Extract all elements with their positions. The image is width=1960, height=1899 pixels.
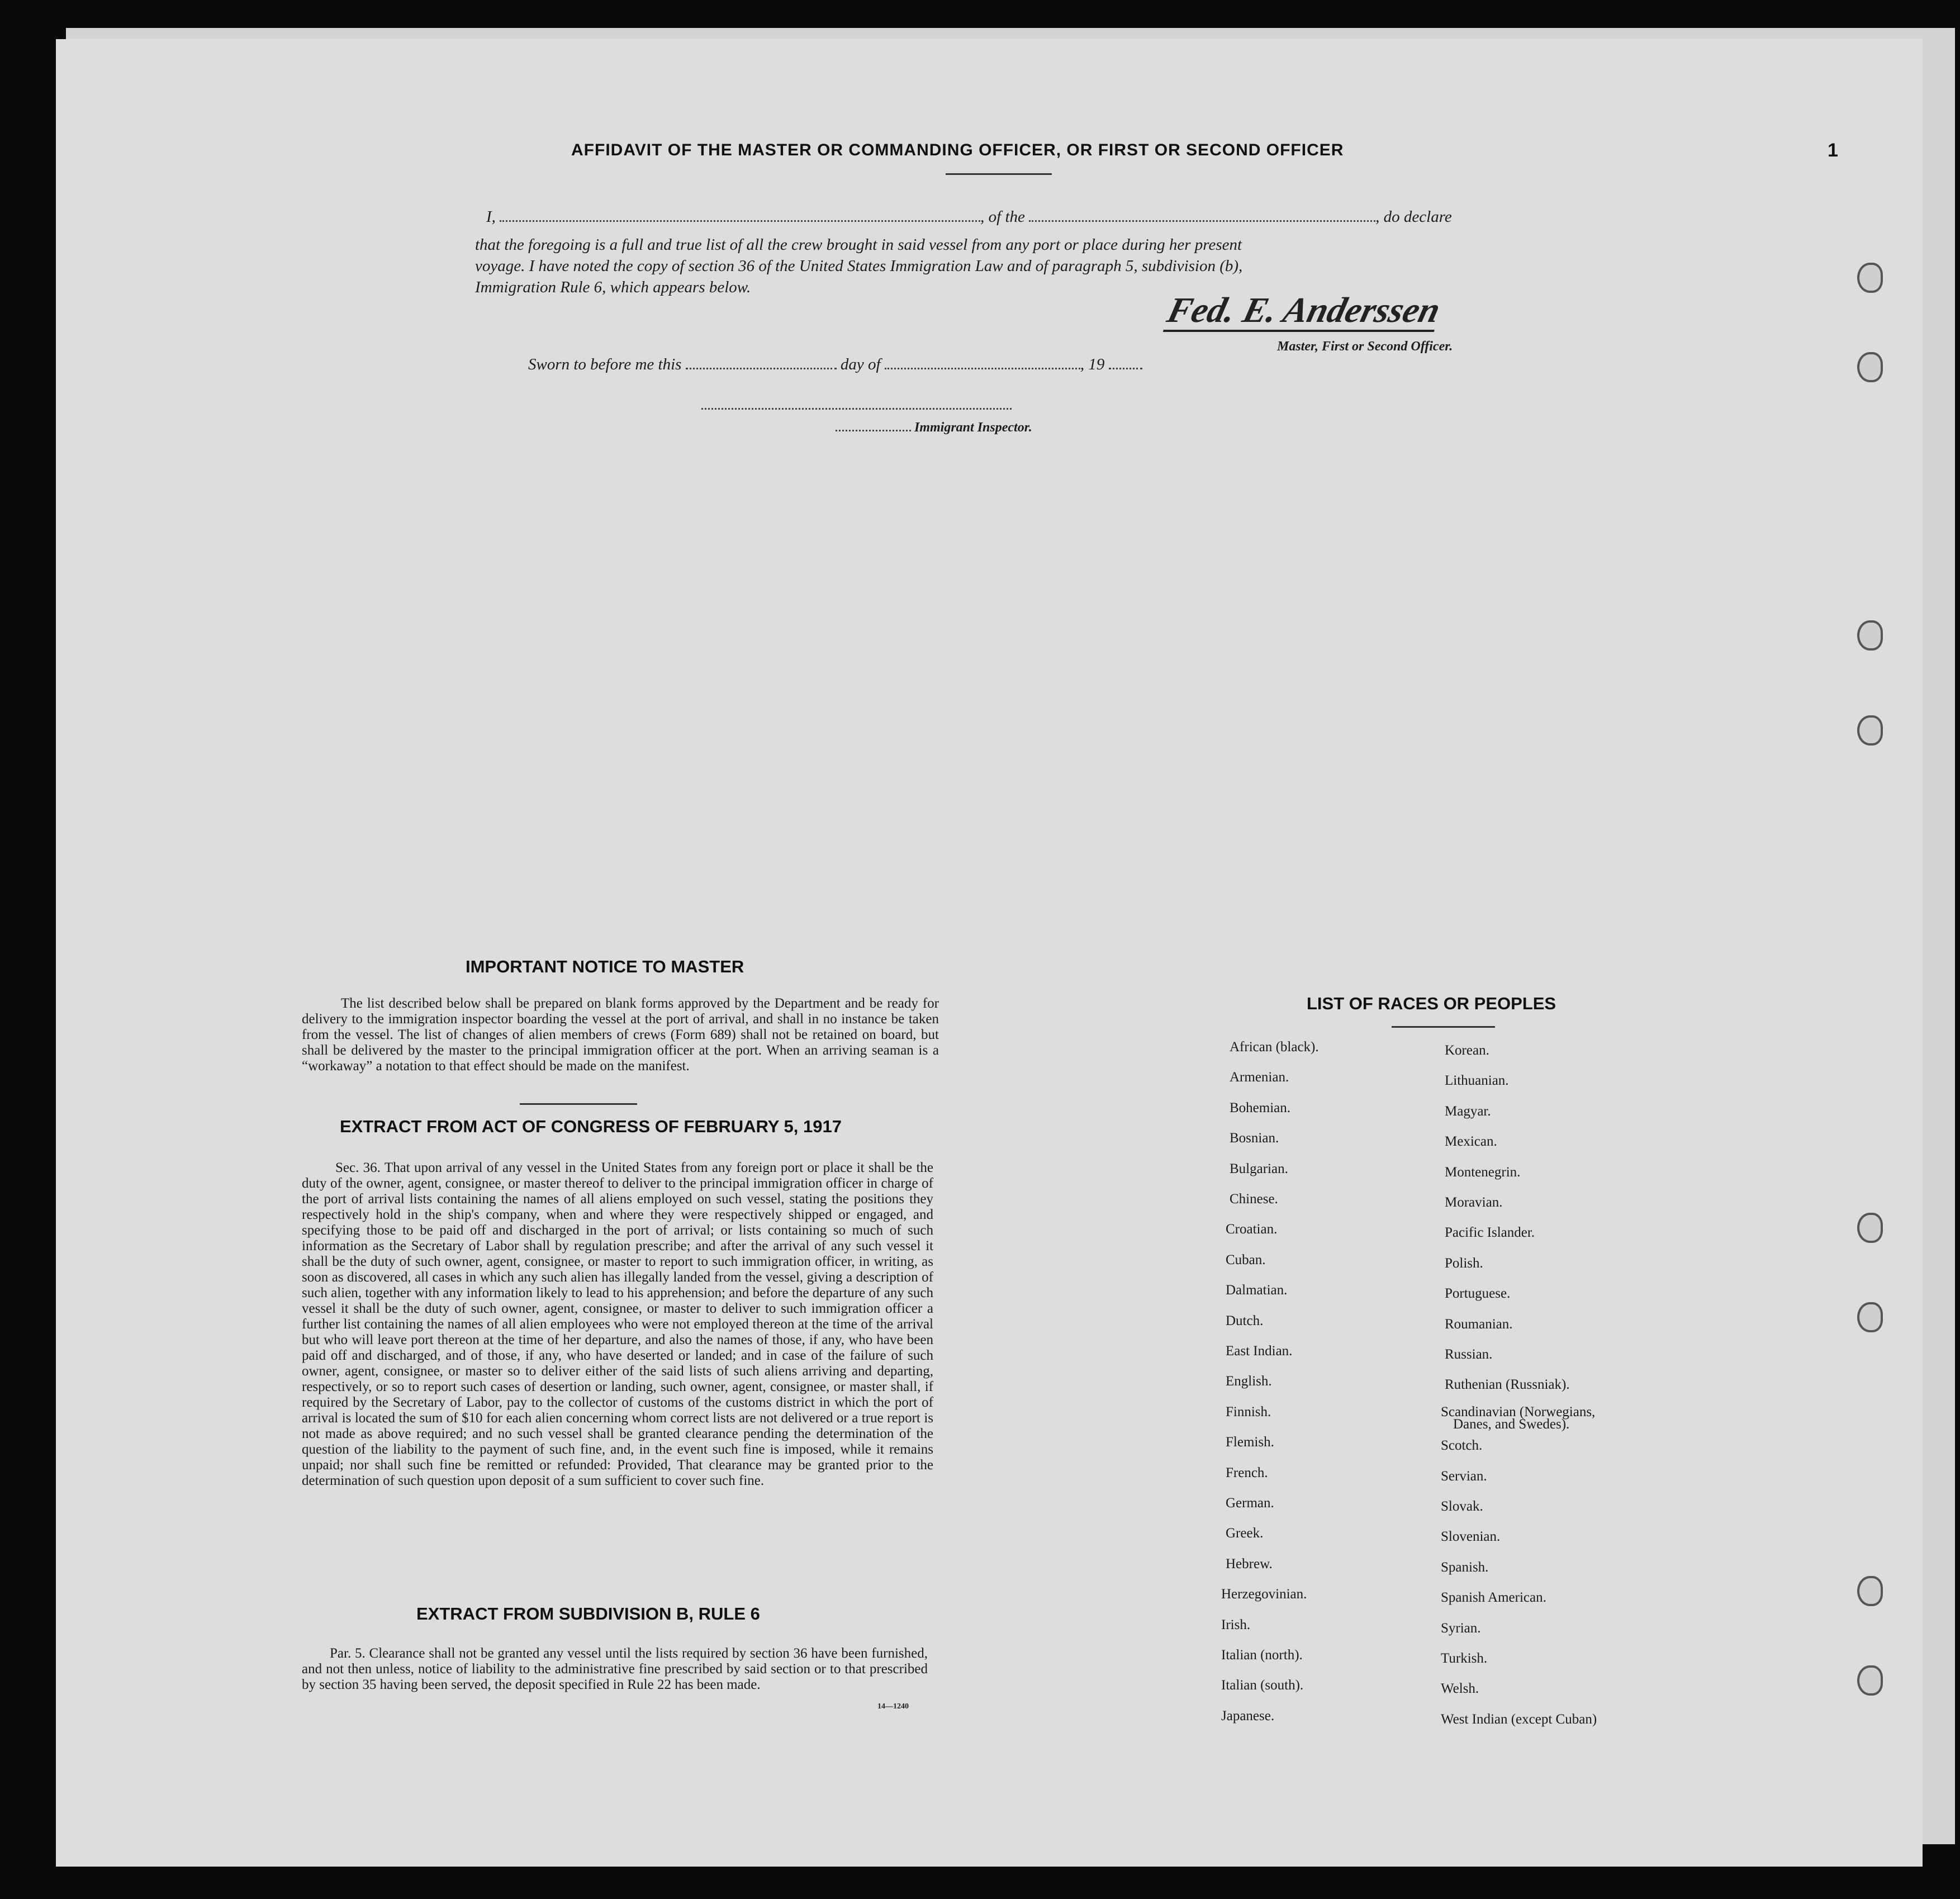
race-item: Slovenian. [1441,1529,1501,1544]
race-item: Irish. [1221,1617,1251,1632]
race-item: Servian. [1441,1469,1487,1484]
race-item: Roumanian. [1445,1317,1513,1332]
binder-hole [1857,1302,1883,1332]
race-item: Italian (south). [1221,1678,1304,1693]
race-item: Croatian. [1226,1222,1278,1237]
race-item: Armenian. [1230,1070,1289,1085]
race-item: West Indian (except Cuban) [1441,1712,1597,1727]
binder-hole [1857,1576,1883,1606]
notice-text: The list described below shall be prepared on blank forms approved by the Department and be ready for delivery to the immigration inspector boarding the vessel at the port of arrival, and shall in no instance be taken from the vessel. The list of changes of alien members of crews (Form 689) shall not be retained on board, but shall be delivered by the master to the principal immigration officer at the port. When an arriving seaman is a “workaway” a notation to that effect should be made on the manifest. [302,996,939,1074]
race-item: French. [1226,1465,1268,1480]
race-item: Pacific Islander. [1445,1225,1535,1240]
race-item: Dutch. [1226,1313,1264,1328]
inspector-line [836,420,1032,435]
title-rule [946,173,1052,175]
sworn-year-blank [1109,368,1142,369]
race-item: East Indian. [1226,1343,1293,1359]
sworn-prefix: Sworn to before me this [528,355,682,373]
race-scandinavian-continued: Danes, and Swedes). [1453,1417,1570,1432]
inspector-signature-blank [701,408,1012,410]
affidavit-body-1: that the foregoing is a full and true list of all the crew brought in said vessel from any port or place during her present [475,236,1242,254]
race-item: Turkish. [1441,1651,1488,1666]
race-item: Ruthenian (Russniak). [1445,1377,1570,1392]
race-item: Bosnian. [1230,1131,1279,1146]
declaration-of-the: , of the [980,208,1025,226]
races-rule [1392,1026,1495,1028]
race-item: Herzegovinian. [1221,1587,1307,1602]
master-signature: Fed. E. Anderssen [1163,291,1444,332]
document-page [56,39,1923,1867]
sworn-day-blank [686,368,837,369]
binder-hole [1857,263,1883,293]
race-item: Japanese. [1221,1708,1275,1724]
sworn-line [528,355,1142,374]
extract-act-text: Sec. 36. That upon arrival of any vessel in the United States from any foreign port or place it shall be the duty of the owner, agent, consignee, or master thereof to deliver to the principal immigration officer in charge of the port of arrival lists containing the names of all aliens employed on such vessel, stating the positions they respectively hold in the ship's company, when and where they were respectively shipped or engaged, and specifying those to be paid off and discharged in the port of arrival; or lists containing so much of such information as the Secretary of Labor shall by regulation prescribe; and after the arrival of any such vessel it shall be the duty of such owner, agent, consignee, or master to report to such immigration officer, in writing, as soon as discovered, all cases in which any such alien has illegally landed from the vessel, giving a description of such alien, together with any information likely to lead to his apprehension; and before the departure of any such vessel it shall be the duty of such owner, agent, consignee, or master to deliver to such immigration officer a further list containing the names of all alien employees who were not employed thereon at the time of the arrival but who will leave port thereon at the time of her departure, and also the names of those, if any, who have been paid off and discharged, and of those, if any, who have deserted or landed; and in case of the failure of such owner, agent, consignee, or master so to deliver either of the said lists of such aliens arriving and departing, respectively, or so to report such cases of desertion or landing, such owner, agent, consignee, or master shall, if required by the Secretary of Labor, pay to the collector of customs of the customs district in which the port of arrival is located the sum of $10 for each alien concerning whom correct lists are not delivered or a true report is not made as above required; and no such vessel shall be granted clearance pending the determination of the question of the liability to the payment of such fine, and, in the event such fine is imposed, while it remains unpaid; nor shall such fine be remitted or refunded: Provided, That clearance may be granted prior to the determination of such question upon deposit of a sum sufficient to cover such fine. [302,1160,933,1488]
race-item: German. [1226,1496,1274,1511]
inspector-caption: Immigrant Inspector. [914,420,1032,435]
race-item: Bohemian. [1230,1100,1291,1115]
form-number: 14—1240 [877,1702,909,1711]
inspector-blank [836,430,911,431]
race-item: Cuban. [1226,1252,1266,1267]
declaration-i: I, [486,208,496,226]
binder-hole [1857,1213,1883,1243]
race-item: Slovak. [1441,1499,1483,1514]
notice-title: IMPORTANT NOTICE TO MASTER [466,957,744,976]
race-item: African (black). [1230,1039,1319,1055]
race-item: Bulgarian. [1230,1161,1288,1176]
name-blank [500,220,980,222]
race-item: Montenegrin. [1445,1165,1521,1180]
race-item: Flemish. [1226,1435,1274,1450]
affidavit-title: AFFIDAVIT OF THE MASTER OR COMMANDING OFFICER, OR FIRST OR SECOND OFFICER [571,141,1344,159]
race-item: Chinese. [1230,1191,1278,1207]
binder-hole [1857,1665,1883,1696]
extract-rule-text: Par. 5. Clearance shall not be granted any vessel until the lists required by section 36 have been furnished, and not then unless, notice of liability to the administrative fine prescribed by said section or to that prescribed by section 35 having been served, the deposit specified in Rule 22 has been made. [302,1646,928,1692]
race-item: Korean. [1445,1043,1489,1058]
race-item: Hebrew. [1226,1556,1273,1572]
race-item: Dalmatian. [1226,1283,1288,1298]
race-item: English. [1226,1374,1272,1389]
sworn-year: , 19 [1080,355,1105,373]
race-item: Scotch. [1441,1438,1483,1453]
signature-caption: Master, First or Second Officer. [1277,339,1453,354]
race-item: Spanish American. [1441,1590,1546,1605]
race-item: Mexican. [1445,1134,1497,1149]
race-item: Moravian. [1445,1195,1503,1210]
race-item: Magyar. [1445,1104,1491,1119]
declaration-do-declare: , do declare [1375,208,1452,226]
page-mark: 1 [1828,140,1838,161]
notice-rule [520,1103,637,1105]
race-item: Syrian. [1441,1621,1481,1636]
race-item: Welsh. [1441,1681,1479,1696]
declaration-line [475,208,1452,226]
race-item: Finnish. [1226,1404,1271,1419]
extract-rule-title: EXTRACT FROM SUBDIVISION B, RULE 6 [416,1604,760,1623]
race-item: Portuguese. [1445,1286,1511,1301]
race-item: Spanish. [1441,1560,1489,1575]
race-item: Italian (north). [1221,1648,1303,1663]
races-title: LIST OF RACES OR PEOPLES [1307,994,1556,1013]
extract-act-title: EXTRACT FROM ACT OF CONGRESS OF FEBRUARY 5, 1917 [340,1117,842,1136]
vessel-blank [1029,220,1375,222]
race-item: Greek. [1226,1526,1264,1541]
sworn-day-of: day of [840,355,881,373]
sworn-month-blank [885,368,1080,369]
race-item: Lithuanian. [1445,1073,1509,1088]
binder-hole [1857,352,1883,382]
race-item: Russian. [1445,1347,1493,1362]
affidavit-body-2: voyage. I have noted the copy of section 36 of the United States Immigration Law and of paragraph 5, subdivision (b), [475,257,1243,275]
affidavit-body-3: Immigration Rule 6, which appears below. [475,278,751,296]
binder-hole [1857,620,1883,651]
race-item: Polish. [1445,1256,1483,1271]
race-item: Scandinavian (Norwegians, [1441,1404,1596,1419]
binder-hole [1857,715,1883,746]
